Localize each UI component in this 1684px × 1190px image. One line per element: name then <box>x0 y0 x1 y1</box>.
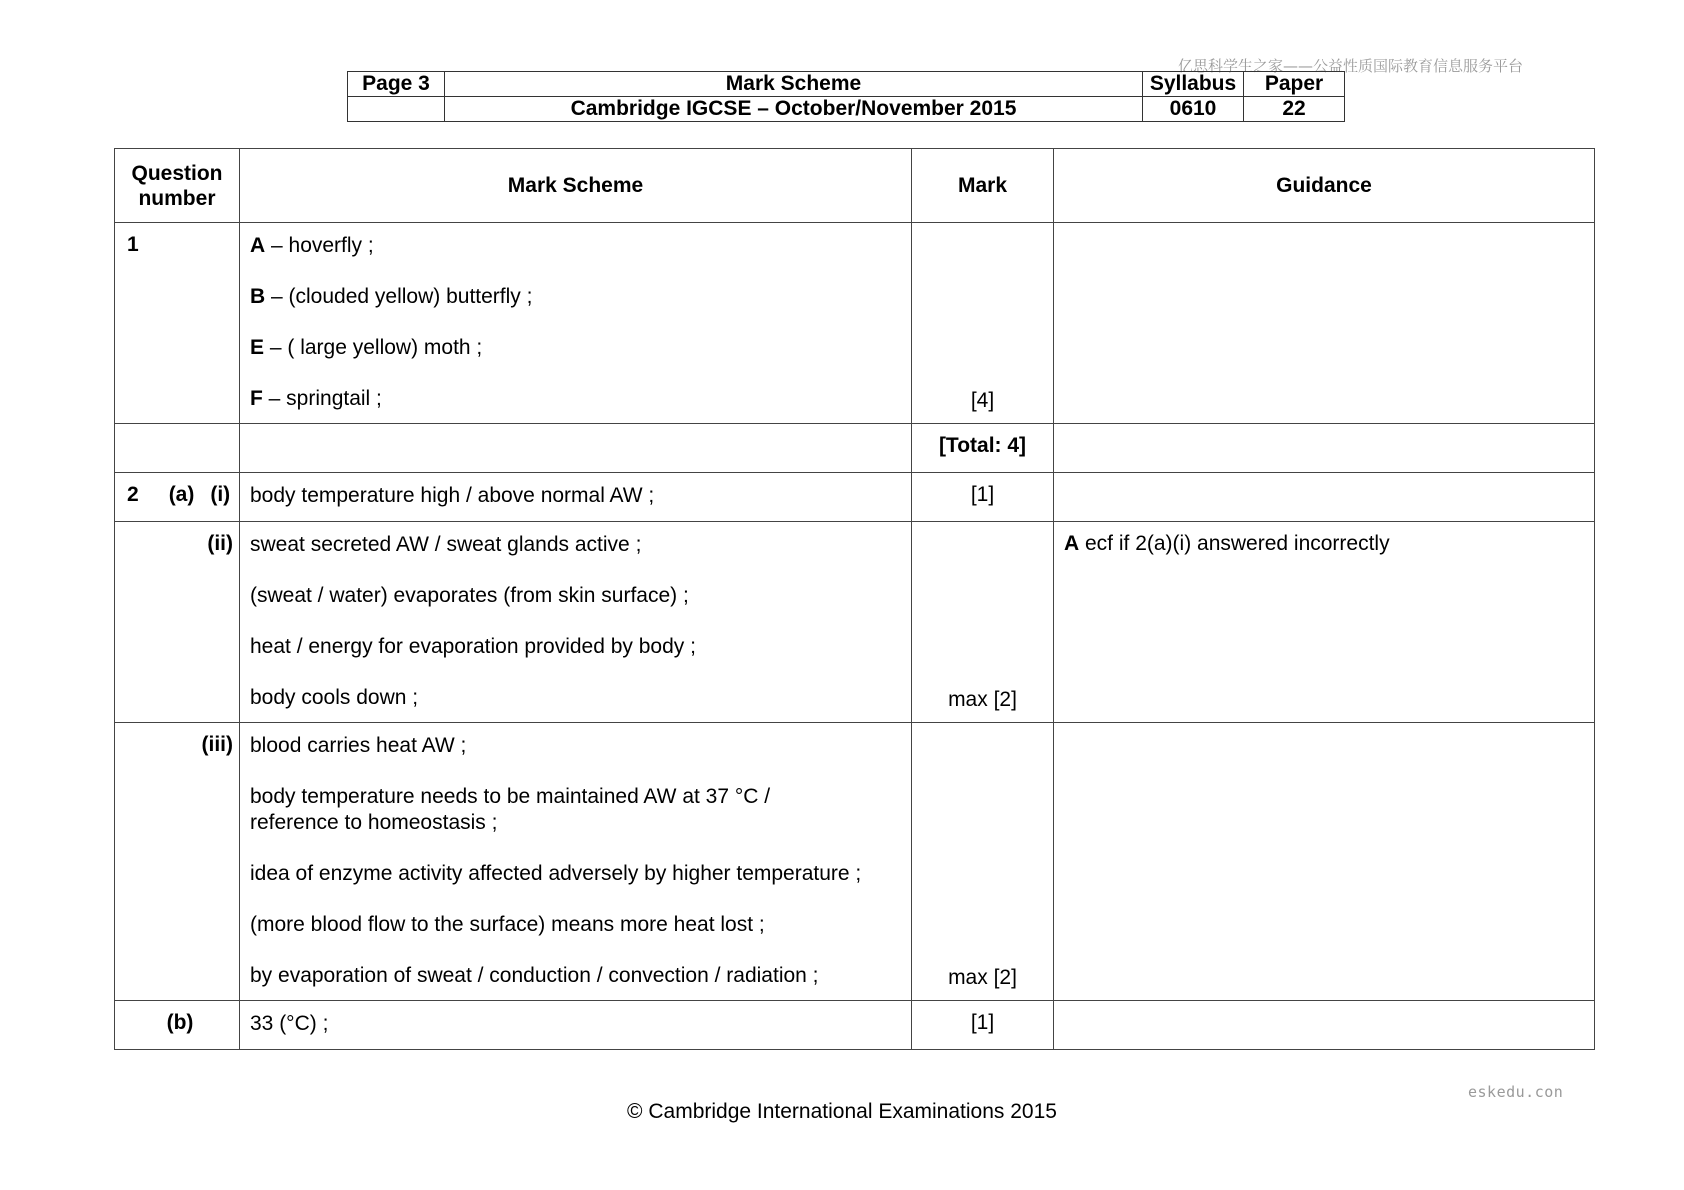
copyright-footer: © Cambridge International Examinations 2015 <box>627 1100 1057 1123</box>
guidance-cell <box>1054 723 1595 1001</box>
mark-cell: [1] <box>912 473 1054 522</box>
answer-line: B – (clouded yellow) butterfly ; <box>250 285 533 308</box>
mark-scheme-cell <box>240 1001 912 1050</box>
col-guidance: Guidance <box>1054 149 1595 223</box>
table-row <box>115 723 1595 1001</box>
answer-line: body temperature high / above normal AW ; <box>250 484 655 507</box>
guidance-cell <box>1054 223 1595 424</box>
answer-line: (more blood flow to the surface) means more heat lost ; <box>250 913 765 936</box>
mark-cell: max [2] <box>912 723 1054 1001</box>
mark-scheme-cell <box>240 473 912 522</box>
guidance-cell <box>1054 473 1595 522</box>
question-number: (ii) <box>115 522 240 723</box>
answer-line: blood carries heat AW ; <box>250 734 467 757</box>
header-table <box>347 71 1345 122</box>
question-number: 2 (a) (i) <box>115 473 240 522</box>
question-number-empty <box>115 424 240 473</box>
answer-line: sweat secreted AW / sweat glands active ; <box>250 533 642 556</box>
answer-line: E – ( large yellow) moth ; <box>250 336 483 359</box>
table-header-row <box>115 149 1595 223</box>
mark-cell: [4] <box>912 223 1054 424</box>
answer-line: heat / energy for evaporation provided by body ; <box>250 635 696 658</box>
question-number: (b) <box>115 1001 240 1050</box>
question-number: (iii) <box>115 723 240 1001</box>
mark-scheme-cell <box>240 522 912 723</box>
syllabus-code: 0610 <box>1143 97 1244 122</box>
mark-cell: max [2] <box>912 522 1054 723</box>
answer-line: A – hoverfly ; <box>250 234 374 257</box>
col-mark-scheme: Mark Scheme <box>240 149 912 223</box>
paper-label: Paper <box>1244 72 1345 97</box>
answer-line: (sweat / water) evaporates (from skin surface) ; <box>250 584 689 607</box>
mark-cell: [1] <box>912 1001 1054 1050</box>
answer-line: body cools down ; <box>250 686 419 709</box>
syllabus-label: Syllabus <box>1143 72 1244 97</box>
answer-line: body temperature needs to be maintained AW at 37 °C / reference to homeostasis ; <box>250 785 771 834</box>
guidance-cell <box>1054 1001 1595 1050</box>
page-number: Page 3 <box>348 72 445 97</box>
answer-line: idea of enzyme activity affected adversely by higher temperature ; <box>250 862 862 885</box>
header-empty-cell <box>348 97 445 122</box>
answer-line: by evaporation of sweat / conduction / convection / radiation ; <box>250 964 819 987</box>
watermark-bottom: eskedu.con <box>1468 1083 1564 1101</box>
table-row <box>115 522 1595 723</box>
header-title: Mark Scheme <box>445 72 1143 97</box>
answer-line: 33 (°C) ; <box>250 1012 329 1035</box>
mark-scheme-cell <box>240 223 912 424</box>
answer-line: F – springtail ; <box>250 387 382 410</box>
col-question-number: Question number <box>115 149 240 223</box>
watermark-top: 亿思科学生之家——公益性质国际教育信息服务平台 <box>1178 57 1524 75</box>
guidance-cell: A ecf if 2(a)(i) answered incorrectly <box>1054 522 1595 723</box>
table-row-total <box>115 424 1595 473</box>
table-row <box>115 223 1595 424</box>
col-mark: Mark <box>912 149 1054 223</box>
question-number: 1 <box>115 223 240 424</box>
mark-scheme-empty <box>240 424 912 473</box>
header-subtitle: Cambridge IGCSE – October/November 2015 <box>445 97 1143 122</box>
mark-scheme-cell <box>240 723 912 1001</box>
table-row <box>115 473 1595 522</box>
paper-number: 22 <box>1244 97 1345 122</box>
guidance-empty <box>1054 424 1595 473</box>
total-mark: [Total: 4] <box>912 424 1054 473</box>
table-row <box>115 1001 1595 1050</box>
mark-scheme-table <box>114 148 1595 1050</box>
